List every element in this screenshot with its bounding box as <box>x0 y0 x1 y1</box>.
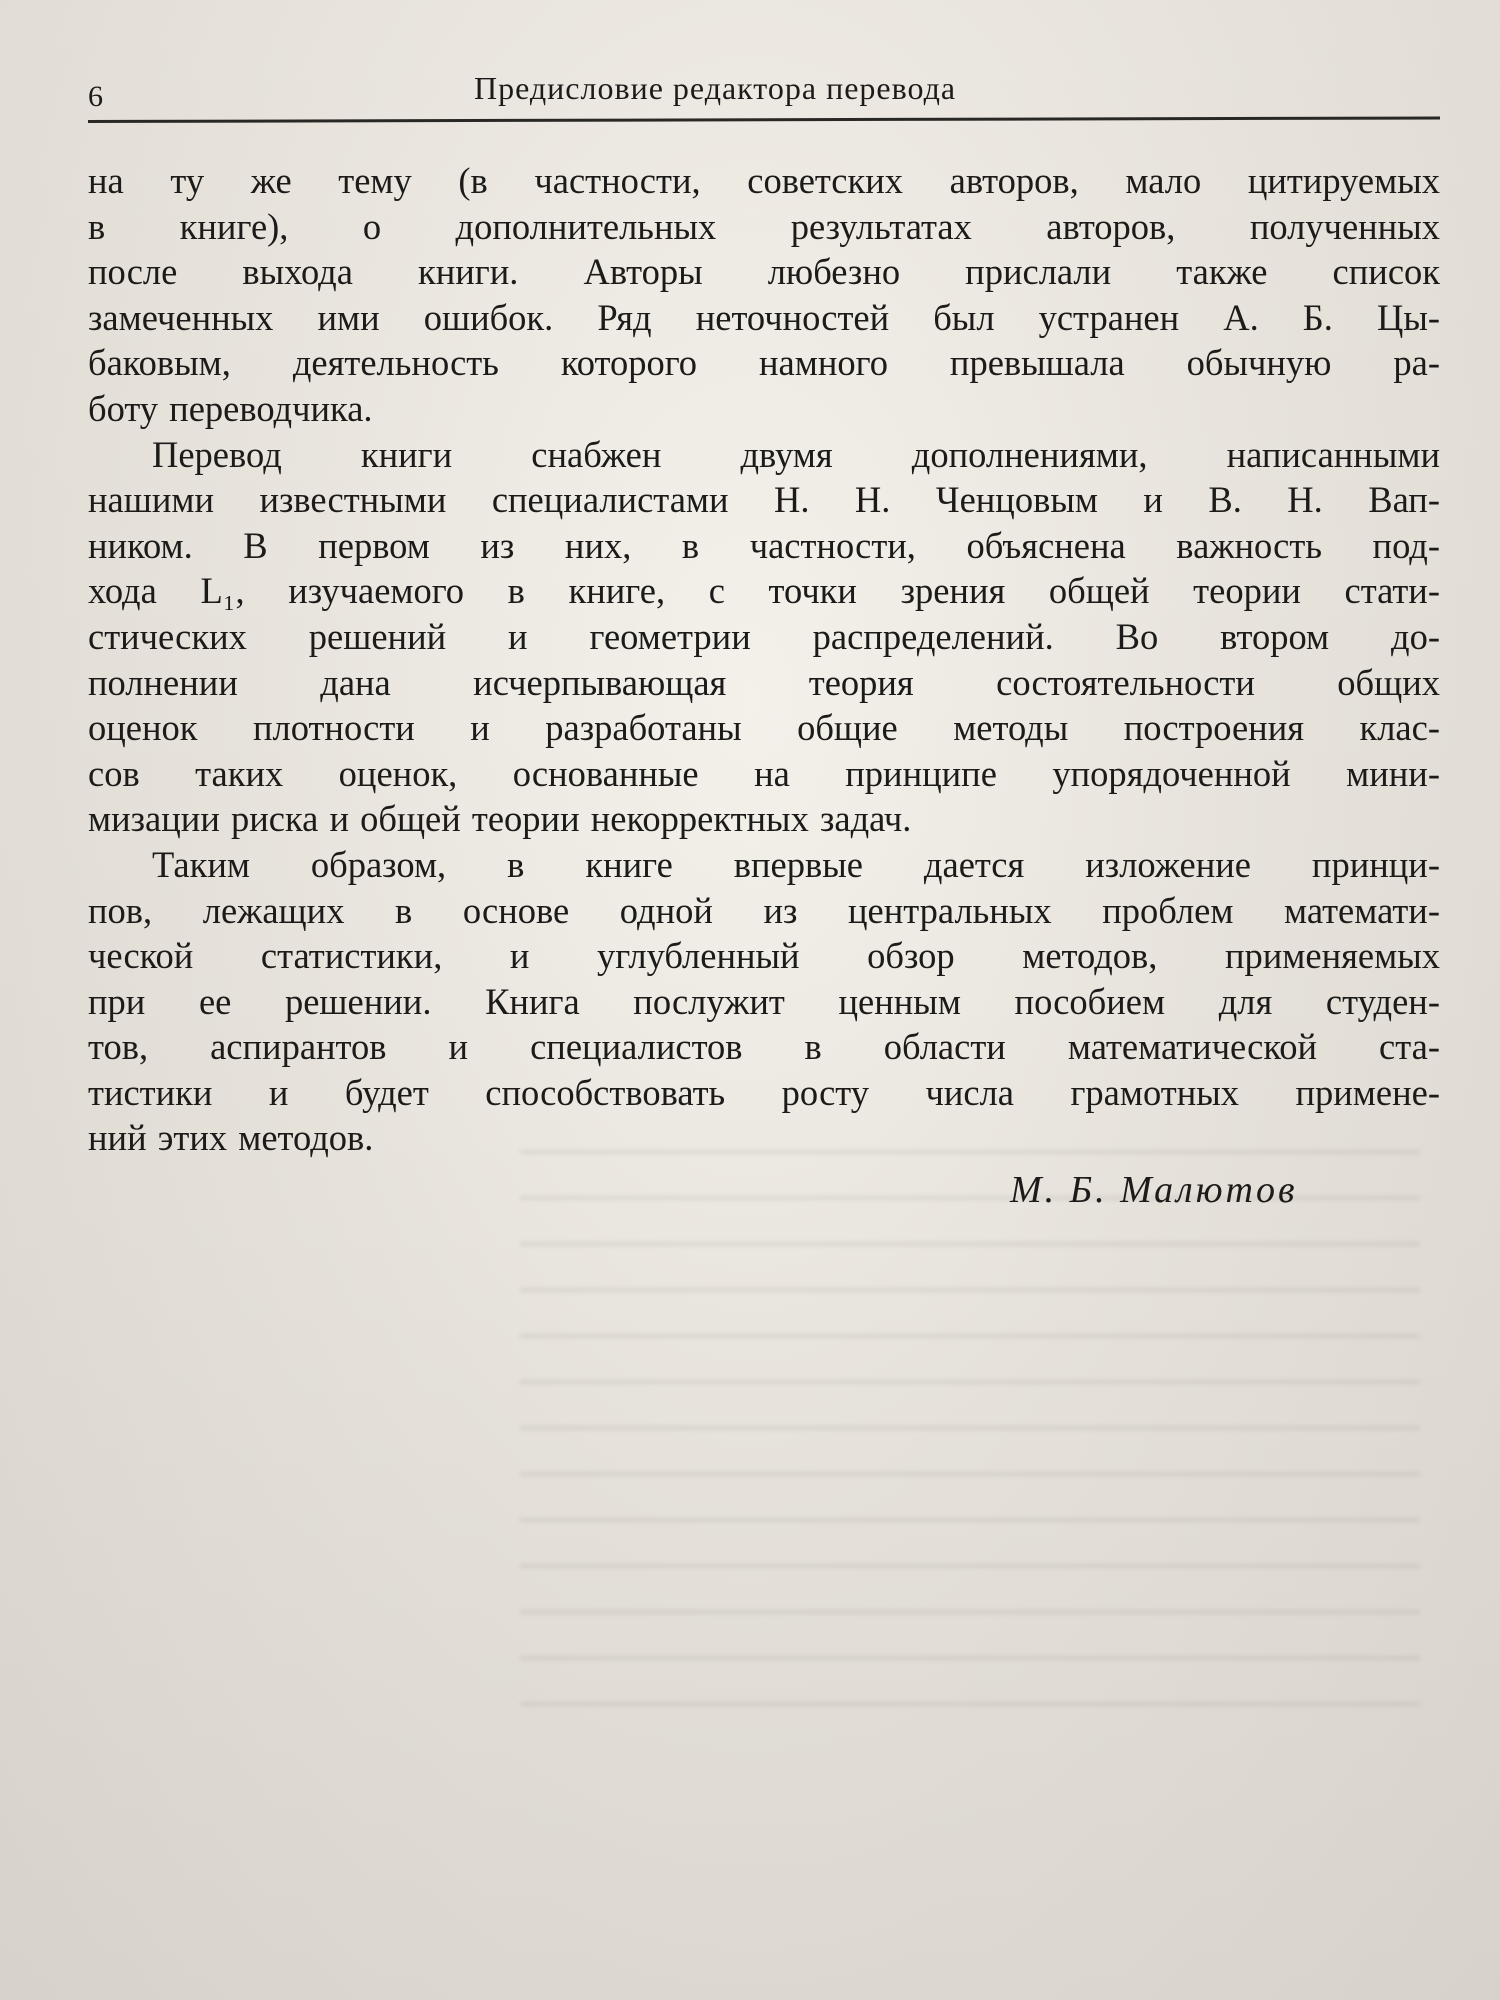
text-line: мизации риска и общей теории некорректных задач. <box>88 798 912 840</box>
text-line: на ту же тему (в частности, советских авторов, мало цитируемых <box>88 160 1440 201</box>
text-line: после выхода книги. Авторы любезно прислали также список <box>88 251 1440 293</box>
paragraph-1 <box>88 158 1440 432</box>
text-line: Перевод книги снабжен двумя дополнениями, написанными <box>152 433 1440 475</box>
text-line: Таким образом, в книге впервые дается изложение принци- <box>152 843 1440 885</box>
paragraph-3 <box>88 842 1440 1161</box>
body-text <box>88 158 1440 1161</box>
text-line: хода L₁, изучаемого в книге, с точки зрения общей теории стати- <box>88 570 1440 612</box>
text-line: полнении дана исчерпывающая теория состоятельности общих <box>88 661 1440 703</box>
text-line: ний этих методов. <box>88 1117 374 1159</box>
text-line: ческой статистики, и углубленный обзор методов, применяемых <box>88 935 1440 977</box>
text-line: баковым, деятельность которого намного превышала обычную ра- <box>88 342 1440 384</box>
text-line: нашими известными специалистами Н. Н. Ченцовым и В. Н. Вап- <box>88 479 1440 521</box>
running-title: Предисловие редактора перевода <box>474 70 957 106</box>
text-line: тов, аспирантов и специалистов в области математической ста- <box>88 1026 1440 1068</box>
text-line: пов, лежащих в основе одной из центральных проблем математи- <box>88 889 1440 931</box>
text-line: в книге), о дополнительных результатах авторов, полученных <box>88 205 1440 247</box>
text-line: стических решений и геометрии распределений. Во втором до- <box>88 615 1440 657</box>
text-line: боту переводчика. <box>88 387 373 429</box>
text-line: оценок плотности и разработаны общие методы построения клас- <box>88 707 1440 749</box>
signature: М. Б. Малютов <box>1010 1169 1298 1211</box>
text-line: замеченных ими ошибок. Ряд неточностей был устранен А. Б. Цы- <box>88 296 1440 338</box>
text-line: ником. В первом из них, в частности, объяснена важность под- <box>88 524 1440 566</box>
paragraph-2 <box>88 432 1440 842</box>
page-number: 6 <box>88 80 103 113</box>
text-line: сов таких оценок, основанные на принципе упорядоченной мини- <box>88 752 1440 794</box>
page-header <box>88 62 1440 122</box>
text-line: тистики и будет способствовать росту числа грамотных примене- <box>88 1071 1440 1113</box>
show-through-text <box>520 1120 1420 1740</box>
text-line: при ее решении. Книга послужит ценным пособием для студен- <box>88 980 1440 1022</box>
